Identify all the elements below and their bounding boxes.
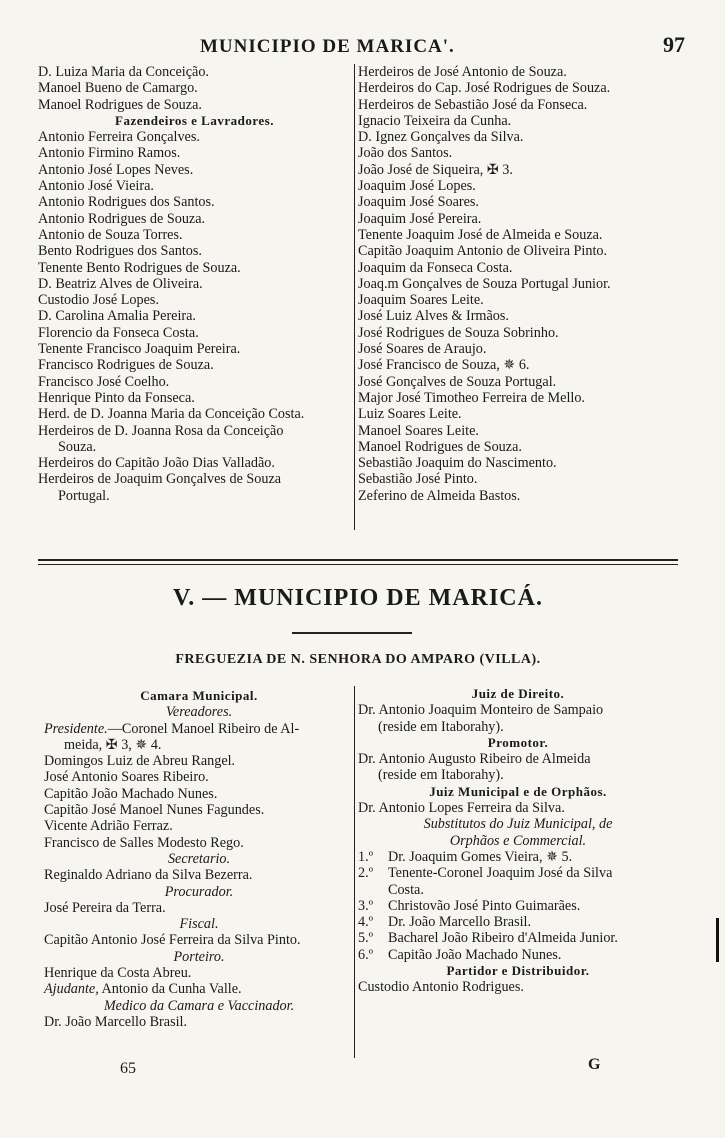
procurador: José Pereira da Terra. — [44, 899, 166, 916]
ajudante-line — [44, 981, 354, 997]
section-title: V. — MUNICIPIO DE MARICÁ. — [173, 585, 543, 611]
fiscal: Capitão Antonio José Ferreira da Silva Pinto. — [44, 932, 301, 949]
vereador-item: Francisco de Salles Modesto Rego. — [44, 834, 244, 851]
secretario-title: Secretario. — [167, 850, 231, 867]
farmers-heading: Fazendeiros e Lavradores. — [115, 112, 274, 128]
list-item: Antonio Rodrigues dos Santos. — [38, 194, 215, 211]
list-item: Herdeiros de D. Joanna Rosa da Conceição — [38, 422, 284, 439]
list-item: Souza. — [58, 438, 97, 455]
edge-mark — [716, 918, 719, 962]
promotor-title: Promotor. — [487, 734, 549, 750]
title-rule — [292, 632, 412, 634]
list-item: Manoel Rodrigues de Souza. — [38, 96, 202, 113]
section-rule-thick — [38, 559, 678, 561]
list-item: Ignacio Teixeira da Cunha. — [358, 112, 512, 129]
list-item: Francisco José Coelho. — [38, 373, 170, 390]
list-item: João José de Siqueira, ✠ 3. — [358, 161, 513, 178]
column-divider — [354, 64, 355, 530]
list-item: Bento Rodrigues dos Santos. — [38, 243, 202, 260]
substituto-number: 3.º — [358, 897, 374, 914]
fiscal-title: Fiscal. — [179, 916, 219, 933]
bottom-right-column — [358, 686, 678, 996]
substituto-name: Tenente-Coronel Joaquim José da Silva — [388, 865, 613, 882]
presidente-label: Presidente. — [44, 720, 108, 737]
list-item: João dos Santos. — [358, 145, 453, 162]
list-item: Sebastião Joaquim do Nascimento. — [358, 455, 557, 472]
substituto-item — [358, 930, 678, 946]
list-item: D. Luiza Maria da Conceição. — [38, 64, 209, 80]
substituto-name: Dr. João Marcello Brasil. — [388, 914, 532, 931]
list-item: Antonio Firmino Ramos. — [38, 145, 181, 162]
vereador-item: Capitão João Machado Nunes. — [44, 785, 218, 802]
porteiro: Henrique da Costa Abreu. — [44, 965, 192, 982]
porteiro-title: Porteiro. — [173, 948, 225, 965]
ajudante-text: Antonio da Cunha Valle. — [98, 981, 242, 998]
partidor: Custodio Antonio Rodrigues. — [358, 979, 524, 996]
parish-title: FREGUEZIA DE N. SENHORA DO AMPARO (VILLA). — [175, 652, 541, 667]
list-item: Antonio José Vieira. — [38, 178, 154, 195]
substitutos-title-1: Substitutos do Juiz Municipal, de — [423, 816, 613, 833]
substituto-name: Christovão José Pinto Guimarães. — [388, 897, 581, 914]
substituto-name: Capitão João Machado Nunes. — [388, 946, 562, 963]
substitutos-title-2: Orphãos e Commercial. — [449, 832, 587, 849]
medico: Dr. João Marcello Brasil. — [44, 1013, 188, 1030]
list-item: Manoel Bueno de Camargo. — [38, 80, 198, 97]
substituto-number: 1.º — [358, 848, 374, 865]
juiz-municipal: Dr. Antonio Lopes Ferreira da Silva. — [358, 800, 565, 817]
partidor-title: Partidor e Distribuidor. — [446, 963, 590, 979]
list-item: Francisco Rodrigues de Souza. — [38, 357, 214, 374]
substituto-item — [358, 898, 678, 914]
list-item: José Rodrigues de Souza Sobrinho. — [358, 324, 559, 341]
list-item: D. Ignez Gonçalves da Silva. — [358, 129, 524, 146]
sheet-number: 65 — [120, 1060, 136, 1077]
list-item: Herd. de D. Joanna Maria da Conceição Costa. — [38, 406, 305, 423]
juiz-municipal-title: Juiz Municipal e de Orphãos. — [429, 783, 607, 799]
juiz-direito: Dr. Antonio Joaquim Monteiro de Sampaio — [358, 702, 604, 719]
list-item: Manoel Rodrigues de Souza. — [358, 438, 522, 455]
page-number: 97 — [663, 32, 685, 57]
substituto-number: 6.º — [358, 946, 374, 963]
list-item: Joaquim José Soares. — [358, 194, 479, 211]
list-item: Joaquim José Lopes. — [358, 178, 476, 195]
vereador-item: Capitão José Manoel Nunes Fagundes. — [44, 802, 265, 819]
presidente-line — [44, 721, 354, 737]
signature-mark: G — [588, 1056, 601, 1073]
substituto-number: 5.º — [358, 930, 374, 947]
list-item: Portugal. — [58, 487, 110, 504]
list-item: José Francisco de Souza, ✵ 6. — [358, 357, 530, 374]
list-item: Luiz Soares Leite. — [358, 406, 462, 423]
running-head: MUNICIPIO DE MARICA'. — [200, 36, 455, 57]
list-item: Henrique Pinto da Fonseca. — [38, 389, 195, 406]
list-item: Capitão Joaquim Antonio de Oliveira Pinto. — [358, 243, 608, 260]
list-item: Tenente Joaquim José de Almeida e Souza. — [358, 226, 603, 243]
procurador-title: Procurador. — [164, 883, 234, 900]
list-item: Herdeiros do Capitão João Dias Valladão. — [38, 455, 275, 472]
substituto-number: 2.º — [358, 865, 374, 882]
presidente-cont: meida, ✠ 3, ✵ 4. — [64, 736, 162, 753]
vereador-item: José Antonio Soares Ribeiro. — [44, 769, 209, 786]
substituto-item — [358, 865, 678, 881]
juiz-direito-cont: (reside em Itaborahy). — [378, 718, 504, 735]
secretario: Reginaldo Adriano da Silva Bezerra. — [44, 867, 253, 884]
list-item: Sebastião José Pinto. — [358, 471, 478, 488]
list-item: José Luiz Alves & Irmãos. — [358, 308, 509, 325]
list-item: Antonio Ferreira Gonçalves. — [38, 129, 200, 146]
list-item: Antonio José Lopes Neves. — [38, 161, 194, 178]
list-item: Custodio José Lopes. — [38, 292, 159, 309]
vereador-item: Domingos Luiz de Abreu Rangel. — [44, 753, 236, 770]
list-item: Manoel Soares Leite. — [358, 422, 479, 439]
vereadores-title: Vereadores. — [165, 704, 233, 721]
list-item: José Gonçalves de Souza Portugal. — [358, 373, 557, 390]
promotor-cont: (reside em Itaborahy). — [378, 767, 504, 784]
substituto-item — [358, 849, 678, 865]
juiz-direito-title: Juiz de Direito. — [471, 686, 565, 701]
camara-heading: Camara Municipal. — [140, 688, 258, 703]
list-item: Major José Timotheo Ferreira de Mello. — [358, 389, 585, 406]
substituto-item — [358, 914, 678, 930]
column-divider-lower — [354, 686, 355, 1058]
list-item: Antonio de Souza Torres. — [38, 226, 183, 243]
medico-title: Medico da Camara e Vaccinador. — [103, 997, 295, 1014]
ajudante-label: Ajudante, — [44, 981, 99, 998]
list-item: D. Carolina Amalia Pereira. — [38, 308, 196, 325]
top-left-column — [38, 64, 351, 504]
list-item: Tenente Francisco Joaquim Pereira. — [38, 341, 241, 358]
list-item: Antonio Rodrigues de Souza. — [38, 210, 206, 227]
list-item: Joaquim José Pereira. — [358, 210, 482, 227]
list-item: Joaq.m Gonçalves de Souza Portugal Junior. — [358, 275, 611, 292]
list-item: Florencio da Fonseca Costa. — [38, 324, 199, 341]
substituto-item — [358, 947, 678, 963]
presidente-text: —Coronel Manoel Ribeiro de Al- — [107, 720, 300, 737]
substituto-number: 4.º — [358, 914, 374, 931]
list-item: Zeferino de Almeida Bastos. — [358, 487, 521, 504]
section-rule-thin — [38, 564, 678, 565]
list-item: Joaquim Soares Leite. — [358, 292, 484, 309]
vereador-item: Vicente Adrião Ferraz. — [44, 818, 173, 835]
bottom-left-column — [44, 688, 354, 1030]
list-item: Herdeiros de Sebastião José da Fonseca. — [358, 96, 588, 113]
substituto-name: Bacharel João Ribeiro d'Almeida Junior. — [388, 930, 618, 947]
substituto-name: Dr. Joaquim Gomes Vieira, ✵ 5. — [388, 848, 573, 865]
top-right-column — [358, 64, 678, 504]
substituto-item — [358, 882, 678, 898]
list-item: Joaquim da Fonseca Costa. — [358, 259, 513, 276]
list-item: Tenente Bento Rodrigues de Souza. — [38, 259, 241, 276]
substituto-name: Costa. — [388, 881, 424, 898]
list-item: José Soares de Araujo. — [358, 341, 487, 358]
list-item: Herdeiros de Joaquim Gonçalves de Souza — [38, 471, 282, 488]
list-item: Herdeiros do Cap. José Rodrigues de Souza. — [358, 80, 611, 97]
list-item: Herdeiros de José Antonio de Souza. — [358, 64, 567, 80]
list-item: D. Beatriz Alves de Oliveira. — [38, 275, 203, 292]
promotor: Dr. Antonio Augusto Ribeiro de Almeida — [358, 751, 591, 768]
